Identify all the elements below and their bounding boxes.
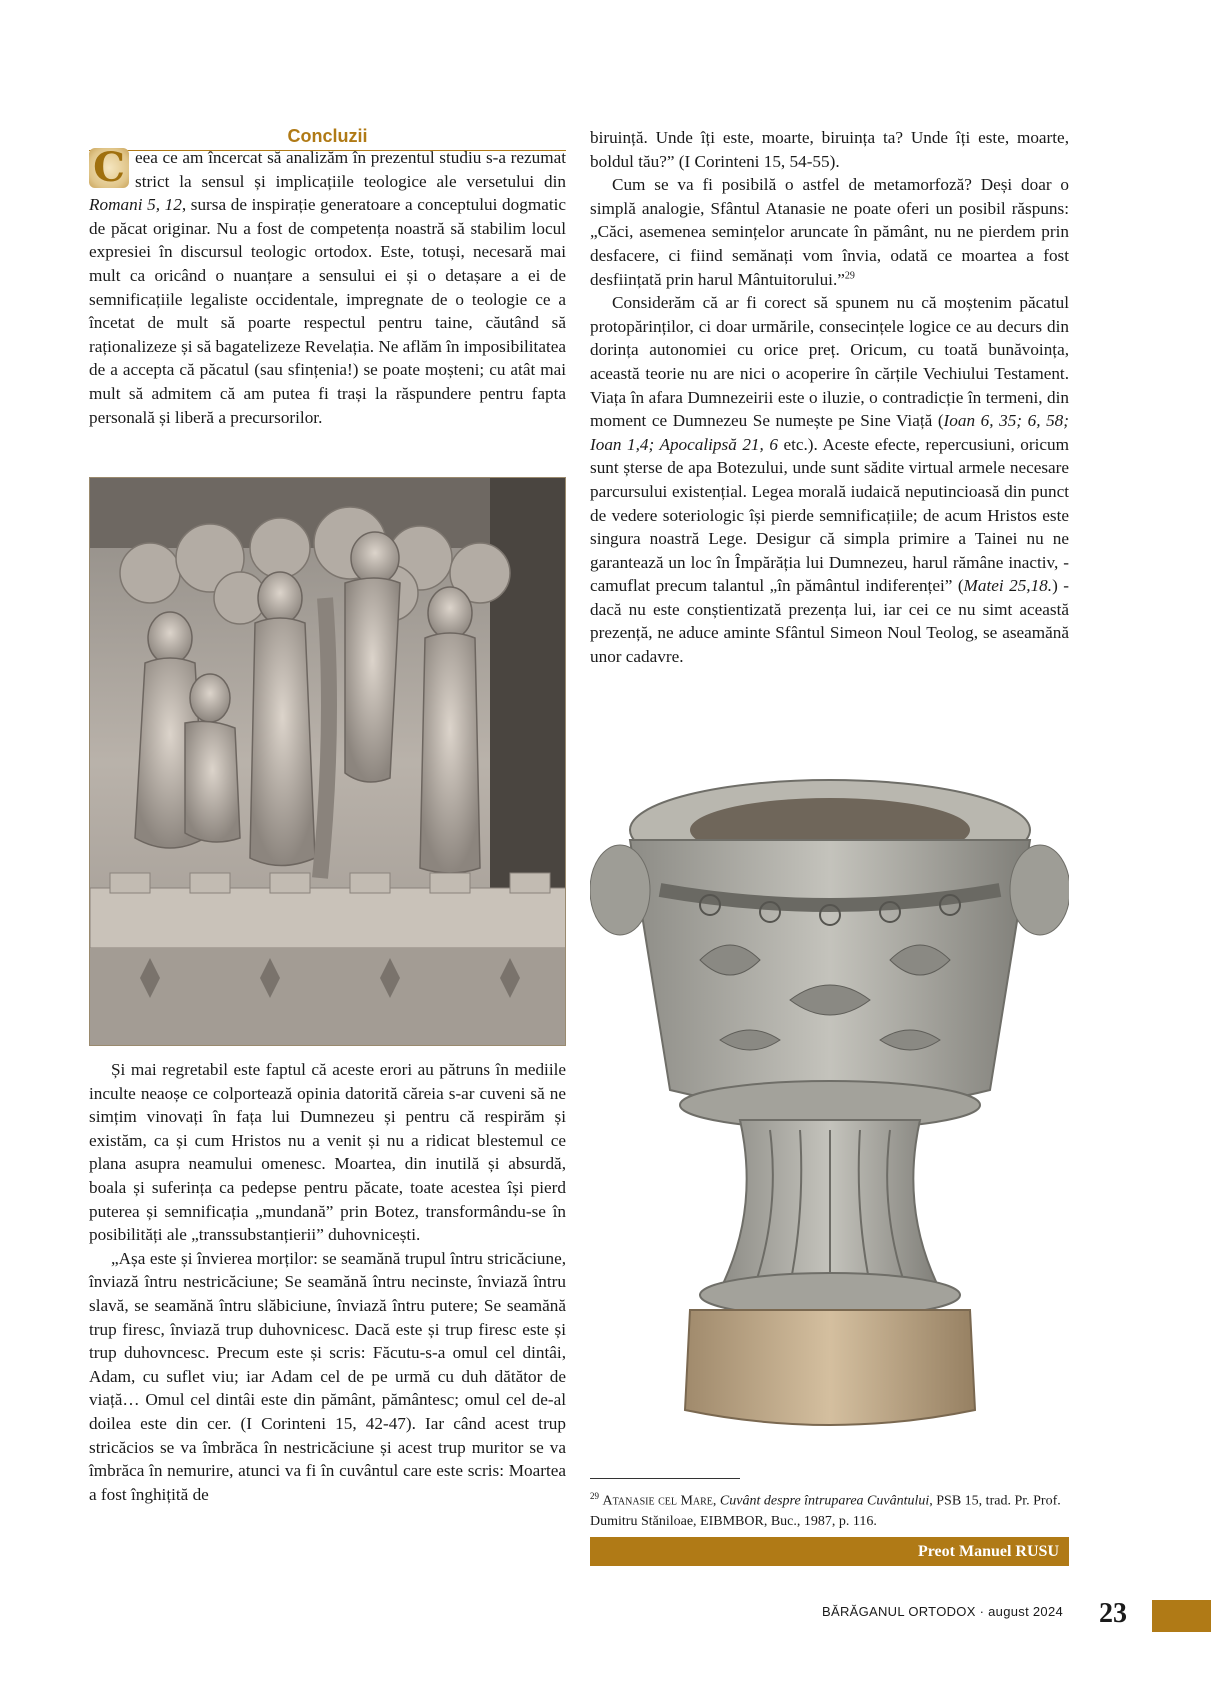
paragraph: Și mai regretabil este faptul că aceste erori au pătruns în mediile inculte neaoșe ce colportează opinia datorită căreia s-ar cuveni să ne simțim vinovați în fața lui Dumnezeu și pentru că respirăm și existăm, ca și cum Hristos nu a venit și nu a ridicat blestemul ce plana asupra neamului omenesc. Moartea, din inutilă și absurdă, boala și suferința ca pedepse pentru păcate, toate acestea își pierd puterea și semnificația „mundană” prin Botez, transformându-se în posibilități ale „transsubstanțierii” duhovnicești.: [89, 1060, 566, 1245]
bible-reference: Ioan 6, 35; 6, 58; Ioan 1,4; Apocalipsă 21, 6: [590, 411, 1069, 454]
left-column-bottom: [89, 1058, 566, 1506]
magazine-name: BĂRĂGANUL ORTODOX: [822, 1604, 976, 1619]
issue-date: · august 2024: [979, 1604, 1064, 1619]
paragraph-text: ) - dacă nu este conștientizată prezența lui, iar cei ce nu simt această prezență, ne aduce aminte Sfântul Simeon Noul Teolog, se aseamănă unor cadavre.: [590, 576, 1069, 667]
paragraph-text: , sursa de inspirație generatoare a conceptului dogmatic de păcat originar. Nu a fost de competența noastră să stabilim locul expresiei în discursul teologic ortodox. Este, totuși, necesară mai mult ca oricând o nuanțare a sensului ei și o detașare a ei de semnificațiile legaliste occidentale, impregnate de o teologie ce a încetat de mult să poarte respectul pentru taine, căutând să raționalizeze și să bagatelizeze Revelația. Ne aflăm în imposibilitatea de a accepta că păcatul (sau sfințenia!) se poate moșteni; cu atât mai mult să admitem că am putea fi trași la răspundere pentru fapta personală și liberă a precursorilor.: [89, 195, 567, 427]
page-number: 23: [1099, 1598, 1127, 1629]
paragraph-text: Cum se va fi posibilă o astfel de metamorfoză? Deși doar o simplă analogie, Sfântul Atanasie ne poate oferi un posibil răspuns: „Căci, asemenea semințelor aruncate în pământ, nu ne pierdem prin desfacere, ci fiind semănați vom învia, odată ce moartea a fost desființată prin harul Mântuitorului.”: [590, 175, 1069, 289]
footnote: $^{29}$ Atanasie cel Mare, Cuvânt despre întruparea Cuvântului, PSB 15, trad. Pr. Prof. Dumitru Stăniloae, EIBMBOR, Buc., 1987, p. 116.: [590, 1491, 1061, 1529]
baptismal-font-photo: [590, 770, 1069, 1452]
footnote-number: 29: [590, 1491, 599, 1501]
footnote-details: , PSB 15, trad. Pr. Prof. Dumitru Stăniloae, EIBMBOR, Buc., 1987, p. 116.: [590, 1493, 1061, 1529]
left-column-top: [89, 146, 566, 429]
bible-reference: Matei 25,18.: [963, 576, 1053, 596]
paragraph-text: Considerăm că ar fi corect să spunem nu că moștenim păcatul protopărinților, ci doar urmările, consecințele logice ce au decurs din dorința autonomiei cu orice preț. Oricum, cu toată bunăvoința, această teorie nu are nici o acoperire în cărțile Vechiului Testament. Viața în afara Dumnezeirii este o iluzie, o contradicție în termeni, din moment ce Dumnezeu Se numește pe Sine Viață (: [590, 293, 1069, 431]
bible-reference: Romani 5, 12: [89, 195, 182, 215]
page-tab: [1152, 1600, 1211, 1632]
footnote-divider: [590, 1478, 740, 1479]
dropcap: C: [89, 148, 129, 188]
paragraph: [590, 291, 1069, 669]
author-signature: Preot Manuel RUSU: [590, 1537, 1069, 1566]
footnote-title: Cuvânt despre întruparea Cuvântului: [719, 1493, 930, 1509]
page-footer: [822, 1604, 1063, 1619]
footnote-marker: 29: [844, 269, 855, 281]
right-column: [590, 126, 1069, 669]
section-heading: Concluzii: [89, 126, 566, 151]
paragraph-text: eea ce am încercat să analizăm în prezentul studiu s-a rezumat strict la sensul și implicațiile teologice ale versetului din: [135, 148, 566, 191]
paragraph-text: etc.). Aceste efecte, repercusiuni, oricum sunt șterse de apa Botezului, unde sunt sădite virtual armele necesare parcursului existențial. Legea morală iudaică neputincioasă din punct de vedere soteriologic își pierde semnificațiile; de acum Hristos este singura noastră Lege. Desigur că simpla primire a Tainei nu ne garantează un loc în Împărăția lui Dumnezeu, harul rămâne inactiv, - camuflat precum talantul „în pământul indiferenței” (: [590, 434, 1069, 596]
sculpture-photo: [89, 477, 566, 1046]
paragraph: [590, 173, 1069, 291]
footnote-author: Atanasie cel Mare: [602, 1493, 713, 1509]
paragraph: biruință. Unde îți este, moarte, biruința ta? Unde îți este, moarte, boldul tău?” (I Corinteni 15, 54-55).: [590, 128, 1069, 171]
quote-paragraph: „Așa este și învierea morților: se seamănă trupul întru stricăciune, înviază întru nestricăciune; Se seamănă întru necinste, înviază întru slavă, se seamănă întru slăbiciune, înviază întru putere; Se seamănă trup firesc, înviază trup duhovnicesc. Dacă este și trup firesc este și trup duhovncesc. Precum este și scris: Făcutu-s-a omul cel dintâi, Adam, cu suflet viu; iar Adam cel de pe urmă cu duh dătător de viață… Omul cel dintâi este din pământ, pământesc; omul cel de-al doilea este din cer. (I Corinteni 15, 42-47). Iar când acest trup stricăcios se va îmbrăca în nestricăciune și acest trup muritor se va îmbrăca în nemurire, atunci va fi în cuvântul care este scris: Moartea a fost înghițită de: [89, 1248, 566, 1504]
